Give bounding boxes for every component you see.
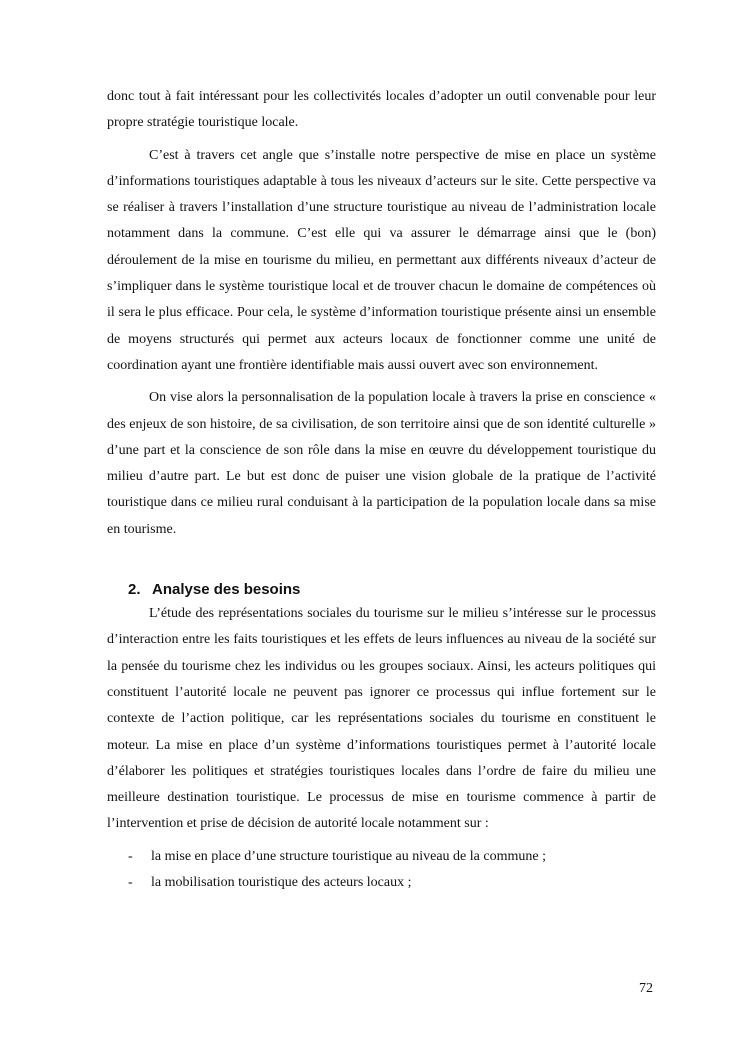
section-title: Analyse des besoins — [152, 581, 301, 599]
list-item-text: la mise en place d’une structure touristique au niveau de la commune ; — [151, 848, 546, 864]
bullet-list — [107, 844, 656, 896]
paragraph-continuation: donc tout à fait intéressant pour les collectivités locales d’adopter un outil convenable pour leur propre stratégie touristique locale. — [107, 89, 656, 131]
page-number: 72 — [639, 981, 653, 996]
list-item-text: la mobilisation touristique des acteurs locaux ; — [151, 874, 412, 890]
bullet-marker: - — [128, 874, 133, 890]
section-heading — [128, 579, 656, 601]
paragraph-analyse: L’étude des représentations sociales du tourisme sur le milieu s’intéresse sur le processus d’interaction entre les faits touristiques et les effets de leurs influences au niveau de la société sur la pensée du tourisme chez les individus ou les groupes sociaux. Ainsi, les acteurs politiques qui constituent l’autorité locale ne peuvent pas ignorer ce processus qui influe fortement sur le contexte de l’action politique, car les représentations sociales du tourisme en constituent le moteur. La mise en place d’un système d’informations touristiques permet à l’autorité locale d’élaborer les politiques et stratégies touristiques locales dans l’ordre de faire du milieu une meilleure destination touristique. Le processus de mise en tourisme commence à partir de l’intervention et prise de décision de autorité locale notamment sur : — [107, 606, 656, 832]
section-number: 2. — [128, 581, 141, 599]
paragraph-perspective: C’est à travers cet angle que s’installe notre perspective de mise en place un système d’informations touristiques adaptable à tous les niveaux d’acteurs sur le site. Cette perspective va se réaliser à travers l’installation d’une structure touristique au niveau de l’administration locale notamment dans la commune. C’est elle qui va assurer le démarrage ainsi que le (bon) déroulement de la mise en tourisme du milieu, en permettant aux différents niveaux d’acteur de s’impliquer dans le système touristique local et de trouver chacun le domaine de compétences où il sera le plus efficace. Pour cela, le système d’information touristique présente ainsi un ensemble de moyens structurés qui permet aux acteurs locaux de fonctionner comme une unité de coordination ayant une frontière identifiable mais aussi ouvert avec son environnement. — [107, 147, 656, 373]
body-text — [107, 84, 656, 896]
bullet-marker: - — [128, 848, 133, 864]
paragraph-personnalisation: On vise alors la personnalisation de la population locale à travers la prise en conscience « des enjeux de son histoire, de sa civilisation, de son territoire ainsi que de son identité culturelle » d’une part et la conscience de son rôle dans la mise en œuvre du développement touristique du milieu d’autre part. Le but est donc de puiser une vision globale de la pratique de l’activité touristique dans ce milieu rural conduisant à la participation de la population locale dans sa mise en tourisme. — [107, 390, 656, 537]
list-item — [107, 870, 656, 896]
list-item — [107, 844, 656, 870]
